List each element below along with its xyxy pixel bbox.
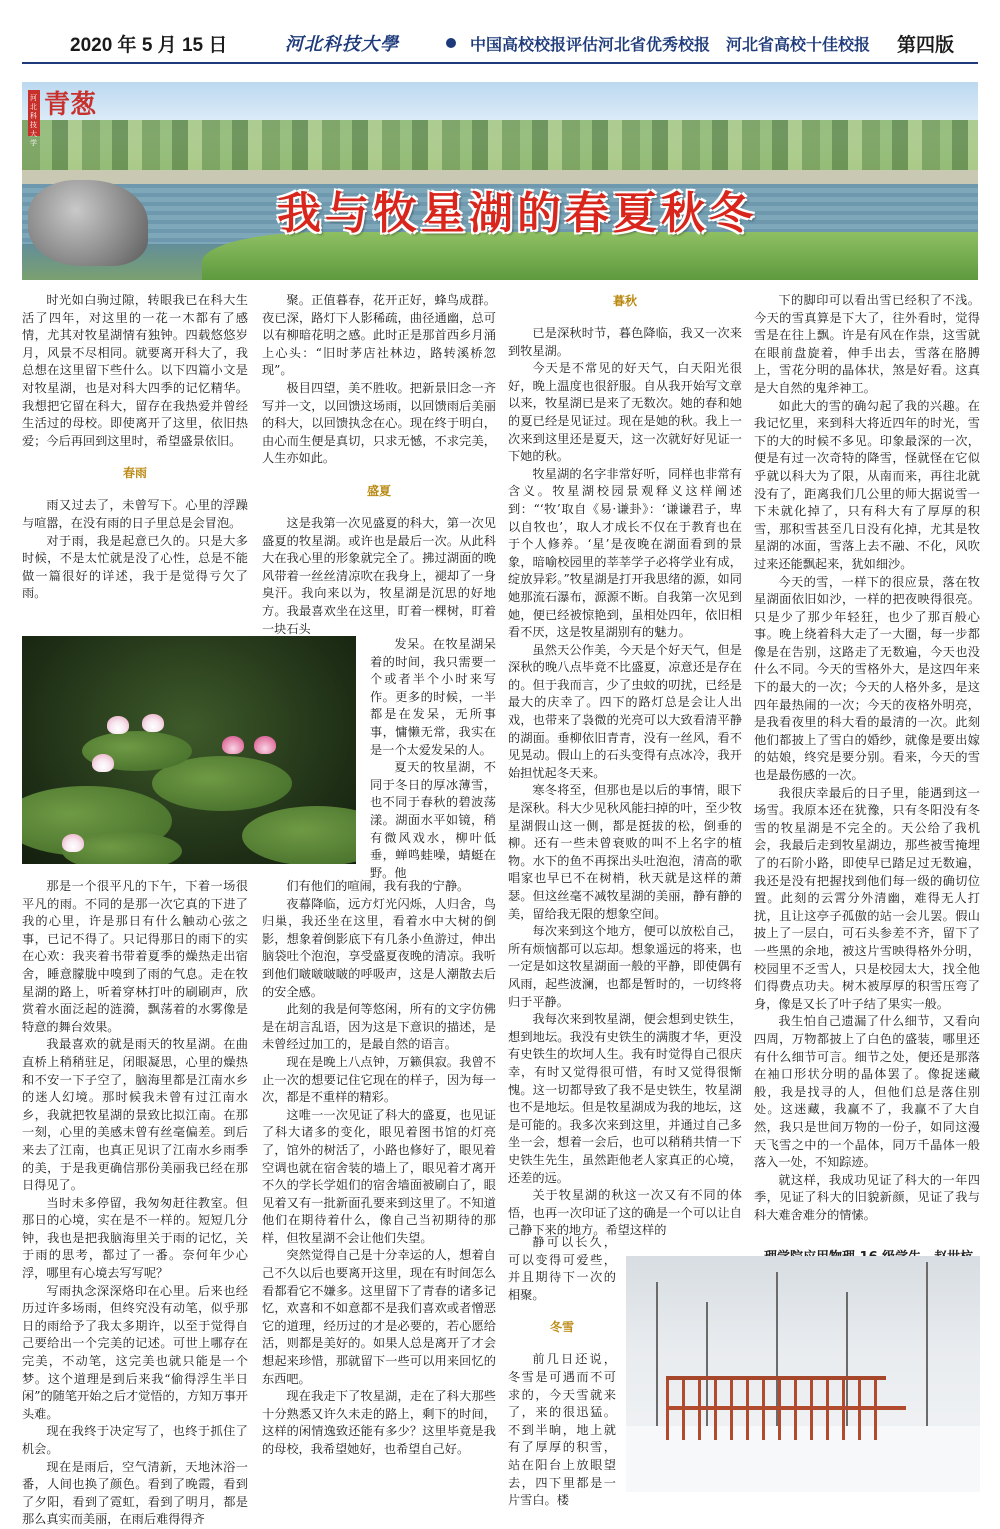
column-3-bottom xyxy=(508,1234,616,1510)
paragraph: 那是一个很平凡的下午，下着一场很平凡的雨。不同的是那一次它真的下进了我的心里，许是那日有什么触动心弦之事，已记不得了。只记得那日的雨下的实在心欢：我夹着书带着夏季的燥热走出宿舍，睡意朦胧中嗅到了雨的气息。走在牧星湖的路上，听着穿林打叶的刷刷声，欣赏着水面泛起的涟漪，飘荡着的水雾像是特意的舞台效果。 xyxy=(22,879,248,1034)
paragraph: 我最喜欢的就是雨天的牧星湖。在曲直桥上稍稍驻足，闭眼凝思，心里的燥热和不安一下子空了，脑海里都是江南水乡的迷人幻境。那时候我未曾有过江南水乡，我就把牧星湖的景致比拟江南。在那一刻，心里的美感未曾有丝毫偏差。到后来去了江南，也真正见识了江南水乡雨季的美，于是我更确信那份美丽我已经在那日得见了。 xyxy=(22,1037,248,1193)
paragraph: 现在是晚上八点钟，万籁俱寂。我曾不止一次的想要记住它现在的样子，因为每一次，都是不重样的精彩。 xyxy=(262,1054,496,1105)
paragraph: 下的脚印可以看出雪已经积了不浅。今天的雪真算是下大了，往外看时，觉得雪是在往上飘。许是有风在作祟，这雪就在眼前盘旋着，伸手出去，雪落在胳膊上，雪花分明的晶体状，煞是好看。这真是大自然的鬼斧神工。 xyxy=(754,293,980,395)
paragraph: 今天的雪，一样下的很应景，落在牧星湖面依旧如沙，一样的把夜映得很亮。只是少了那少年轻狂，也少了那百般心事。晚上绕着科大走了一大圈，每一步都像是在告别，这路走了无数遍，今天也没什么不同。今天的雪格外大，是这四年来下的最大的一次；今天的人格外多，是这四年最热闹的一次；今天的夜格外明亮，是我看夜里的科大看的最清的一次。此刻他们都披上了雪白的婚纱，就像是要出嫁的姑娘，终究是要分别。看来，今天的雪也是最伤感的一次。 xyxy=(754,574,980,783)
paragraph: 今天是不常见的好天气，白天阳光很好，晚上温度也很舒服。自从我开始写文章以来，牧星湖已是来了无数次。她的春和她的夏已经是见证过。现在是她的秋。我上一次来到这里还是夏天，这一次就好好见证一下她的秋。 xyxy=(508,361,742,464)
masthead-rule xyxy=(22,62,978,64)
paragraph: 这是我第一次见盛夏的科大，第一次见盛夏的牧星湖。或许也是最后一次。从此科大在我心里的形象就完全了。拂过湖面的晚风带着一丝丝清凉吹在我身上，褪却了一身臭汗。我向来以为，牧星湖是沉思的好地方。我最喜欢坐在这里，盯着一棵树，盯着一块石头 xyxy=(262,515,496,636)
seal-subtitle: 河北科技大学 xyxy=(30,94,37,147)
paragraph: 对于雨，我是起意已久的。只是大多时候，不是太忙就是没了心性，总是不能做一篇很好的详述，我于是觉得亏欠了雨。 xyxy=(22,533,248,601)
paragraph: 夜幕降临，远方灯光闪烁，人归舍，鸟归巢，我还坐在这里，看着水中大树的倒影，想象着倒影底下有几条小鱼游过，伸出脑袋吐个泡泡，享受盛夏夜晚的清凉。我听到他们啵啵啵啵的呼吸声，这是人潮散去后的安全感。 xyxy=(262,896,496,999)
banner-trees xyxy=(22,120,978,172)
paragraph: 就这样，我成功见证了科大的一年四季，见证了科大的旧貌新颜，见证了我与科大难舍难分的情愫。 xyxy=(754,1172,980,1222)
column-1-bottom xyxy=(22,878,248,1529)
lotus-photo xyxy=(22,636,356,864)
paragraph: 夏天的牧星湖，不同于冬日的厚冰薄雪，也不同于春秋的碧波荡漾。湖面水平如镜，稍有微风戏水，柳叶低垂，蝉鸣蛙噪，蜻蜓在野。他 xyxy=(370,760,496,880)
issue-date: 2020 年 5 月 15 日 xyxy=(70,35,228,56)
paragraph: 此刻的我是何等悠闲，所有的文字仿佛是在胡言乱语，因为这是下意识的描述，是未曾经过加工的，是最自然的语言。 xyxy=(262,1002,496,1052)
edition-number: 第四版 xyxy=(897,35,955,56)
paragraph: 雨又过去了，未曾写下。心里的浮躁与喧嚣，在没有雨的日子里总是会冒泡。 xyxy=(22,498,248,530)
lotus-flower xyxy=(222,736,244,754)
seal-title: 青葱 xyxy=(44,90,97,120)
paragraph: 现在我终于决定写了，也终于抓住了机会。 xyxy=(22,1424,248,1456)
section-heading-spring: 春雨 xyxy=(122,466,147,481)
paragraph: 我很庆幸最后的日子里，能遇到这一场雪。我原本还在犹豫，只有冬阳没有冬雪的牧星湖是不完全的。天公给了我机会，我最后走到牧星湖边，那些被雪掩埋了的石阶小路，即使早已踏足过无数遍，我还是没有把握找到他们每一级的确切位置。此刻的云霄分外清幽，难得无人打扰，且让这亭子孤傲的站一会儿罢。假山披上了一层白，可石头参差不齐，留下了一些黑的余地，被这片雪映得格外分明，校园里不乏雪人，只是校园太大，找全他们得费点功夫。树木被厚厚的积雪压弯了身，像是又长了叶子结了果实一般。 xyxy=(754,785,980,1011)
newspaper-logo: 河北科技大學 xyxy=(285,34,399,55)
lotus-flower xyxy=(107,716,129,734)
column-4 xyxy=(754,292,980,1224)
column-1-top xyxy=(22,292,248,603)
lily-pad xyxy=(242,806,356,864)
paragraph: 我每次来到牧星湖，便会想到史铁生，想到地坛。我没有史铁生的满腹才华，更没有史铁生的坎坷人生。我有时觉得自己很庆幸，有时又觉得很可惜，有时又觉得很惭愧。这一切都导致了我不是史铁生，牧星湖也不是地坛。但是牧星湖成为我的地坛，这是可能的。我多次来到这里，并通过自己多坐一会，想着一会后，也可以稍稍共情一下史铁生先生，虽然距他老人家真正的心境，还差的远。 xyxy=(508,1012,742,1185)
paragraph: 虽然天公作美，今天是个好天气，但是深秋的晚八点毕竟不比盛夏，凉意还是存在的。但于我而言，少了虫蚊的叨扰，已经是最大的庆幸了。四下的路灯总是会让人出戏，也带来了袅微的光亮可以大致看清平静的湖面。垂柳依旧青青，没有一丝风，看不见晃动。假山上的石头变得有点冰冷，我开始担忧起冬天来。 xyxy=(508,642,742,780)
paragraph: 极目四望，美不胜收。把新景旧念一齐写并一文，以回馈这场雨，以回馈雨后美丽的科大，以回馈执念在心。现在终于明白，由心而生便是真切，只求无憾，不求完美，人生亦如此。 xyxy=(262,380,496,466)
paragraph: 突然觉得自己是十分幸运的人，想着自己不久以后也要离开这里，现在有时间怎么看都看它不嫌多。这里留下了青春的诸多记忆，欢喜和不如意都不是我们喜欢或者憎恶它的道理，经历过的才是必要的，若心愿给活，则都是美好的。如果人总是离开了才会想起来珍惜，那就留下一些可以用来回忆的东西吧。 xyxy=(262,1248,496,1386)
paragraph: 前几日还说，冬雪是可遇而不可求的，今天雪就来了，来的很迅猛。不到半晌，地上就有了厚厚的积雪，站在阳台上放眼望去，四下里都是一片雪白。楼 xyxy=(508,1352,616,1508)
paragraph: 每次来到这个地方，便可以放松自己，所有烦恼都可以忘却。想象遥远的将来，也一定是如这牧星湖面一般的平静，即使偶有风雨，起些波澜，也都是暂时的，一切终将归于平静。 xyxy=(508,924,742,1009)
paragraph: 们有他们的喧闹，我有我的宁静。 xyxy=(286,879,470,893)
column-2-top xyxy=(262,292,496,638)
bullet-dot-icon xyxy=(446,38,456,48)
lotus-flower xyxy=(62,834,84,852)
railing-beam xyxy=(666,1406,906,1410)
paragraph: 当时未多停留，我匆匆赶往教室。但那日的心境，实在是不一样的。短短几分钟，我也是把我脑海里关于雨的记忆，关于雨的思考，都过了一番。奈何年少心浮，哪里有心境去写写呢？ xyxy=(22,1195,248,1281)
paragraph: 已是深秋时节，暮色降临，我又一次来到牧星湖。 xyxy=(508,326,742,358)
column-2-beside-photo xyxy=(370,636,496,882)
paragraph: 这唯一一次见证了科大的盛夏，也见证了科大诸多的变化，眼见着图书馆的灯亮了，馆外的树活了，小路也修好了，眼见着空调也就在宿舍装的墙上了，眼见着才离开不久的学长学姐们的宿舍墙面被刷白了，眼见着又有一批新面孔要来到这里了。不知道他们在期待着什么，像自己当初期待的那样，但牧星湖不会让他们失望。 xyxy=(262,1107,496,1245)
snow-photo xyxy=(626,1256,980,1492)
paragraph: 寒冬将至，但那也是以后的事情，眼下是深秋。科大少见秋风能扫掉的叶，至少牧星湖假山这一侧，都是挺拔的松，倒垂的柳。还有一些未曾衰败的叫不上名字的植物。水下的鱼不再探出头吐泡泡，清高的歌唱家也早已不在树梢，秋天就是这样的萧瑟。但这丝毫不减牧星湖的美丽，静有静的美，留给我无限的想象空间。 xyxy=(508,783,742,921)
seal-red-bar xyxy=(28,90,40,147)
section-heading-summer: 盛夏 xyxy=(366,483,391,498)
paragraph: 写雨执念深深烙印在心里。后来也经历过许多场雨，但终究没有动笔，似乎那日的雨给予了我太多期许，以至于觉得自己要给出一个完美的记述。可世上哪存在完美，不动笔，这完美也就只能是一个梦。这个道理是到后来我“偷得浮生半日闲”的随笔开始之后才觉悟的，方知万事开头难。 xyxy=(22,1283,248,1421)
tree-trunk xyxy=(926,1262,928,1432)
paragraph: 聚。正值暮春，花开正好，蜂鸟成群。夜已深，路灯下人影稀疏，曲径通幽，总可以有柳暗花明之感。此时正是那首西乡月涌上心头：“旧时茅店社林边，路转溪桥忽现”。 xyxy=(262,293,496,378)
banner-photo xyxy=(22,82,978,280)
lotus-flower xyxy=(254,736,276,754)
paragraph: 如此大的雪的确勾起了我的兴趣。在我记忆里，来到科大将近四年的时光，雪下的大的时候不多见。印象最深的一次，便是有过一次奇特的降雪，怪就怪在它似乎就以科大为了限，从南而来，再往北就没有了，距离我们几公里的师大据说雪一下未就化掉了，只有科大有了厚厚的积雪，那积雪甚至几日没有化掉，尤其是牧星湖的冰面，雪落上去不融、不化，风吹过来还能飘起来，犹如细沙。 xyxy=(754,398,980,571)
tree-trunk xyxy=(656,1282,658,1432)
paragraph: 牧星湖的名字非常好听，同样也非常有含义。牧星湖校园景观释义这样阐述到：“‘牧’取自《易·谦卦》：‘谦谦君子，卑以自牧也’，取人才成长不仅在于教育也在于个人修养。‘星’是夜晚在湖面看到的景象，暗喻校园里的莘莘学子必将学业有成，绽放异彩。”牧星湖是打开我思绪的源，如同她那流石瀑布，源源不断。自我第一次见到她，便已经被惊艳到，虽相处四年，依旧相看不厌，这是牧星湖别有的魅力。 xyxy=(508,466,742,640)
paragraph: 我生怕自己遗漏了什么细节，又看向四周，万物都披上了白色的盛装，哪里还有什么细节可言。细节之处，便还是那落在袖口形状分明的晶体罢了。像捉迷藏般，我是找寻的人，但他们总是落住别处。这迷藏，我赢不了，我赢不了大自然，我只是世间万物的一份子，如同这漫天飞雪之中的一个晶体，同万千晶体一般落入一处，不知踪迹。 xyxy=(754,1014,980,1170)
masthead-slogan: 中国高校校报评估河北省优秀校报 河北省高校十佳校报 xyxy=(470,37,871,54)
paragraph: 关于牧星湖的秋这一次又有不同的体悟，也再一次印证了这的确是一个可以让自己静下来的地方。希望这样的 xyxy=(508,1188,742,1238)
intro-paragraph: 时光如白驹过隙，转眼我已在科大生活了四年，对这里的一花一木都有了感情，尤其对牧星湖情有独钟。四载悠悠岁月，风景不尽相同。就要离开科大了，我总想在这里留下些什么。以下四篇小文是对牧星湖，也是对科大四季的记忆精华。我想把它留在科大，留存在我热爱并曾经生活过的母校。即使离开了这里，依旧热爱；今后再回到这里时，希望盛景依旧。 xyxy=(22,293,248,448)
column-3 xyxy=(508,292,742,1240)
banner-rock xyxy=(28,180,148,266)
column-seal xyxy=(28,90,110,147)
paragraph: 现在我走下了牧星湖，走在了科大那些十分熟悉又许久未走的路上，剩下的时间，这样的闲情逸致还能有多少？这里毕竟是我的母校，我希望她好，也希望自己好。 xyxy=(262,1389,496,1456)
section-heading-winter: 冬雪 xyxy=(549,1320,574,1335)
column-2-bottom xyxy=(262,878,496,1459)
masthead xyxy=(0,0,1000,62)
paragraph: 静可以长久，可以变得可爱些，并且期待下一次的相聚。 xyxy=(508,1235,616,1302)
lotus-flower xyxy=(92,754,114,772)
lotus-flower xyxy=(142,714,164,732)
paragraph: 现在是雨后，空气清新，天地沐浴一番，人间也换了颜色。看到了晚霞，看到了夕阳，看到了霓虹，看到了明月，都是那么真实而美丽，在雨后难得得齐 xyxy=(22,1459,248,1527)
article-title: 我与牧星湖的春夏秋冬 xyxy=(277,188,757,239)
section-heading-autumn: 暮秋 xyxy=(612,294,637,308)
paragraph: 发呆。在牧星湖呆着的时间，我只需要一个或者半个小时来写作。更多的时候，一半都是在发呆，无所事事，慵懒无常，我实在是一个太爱发呆的人。 xyxy=(370,637,496,757)
